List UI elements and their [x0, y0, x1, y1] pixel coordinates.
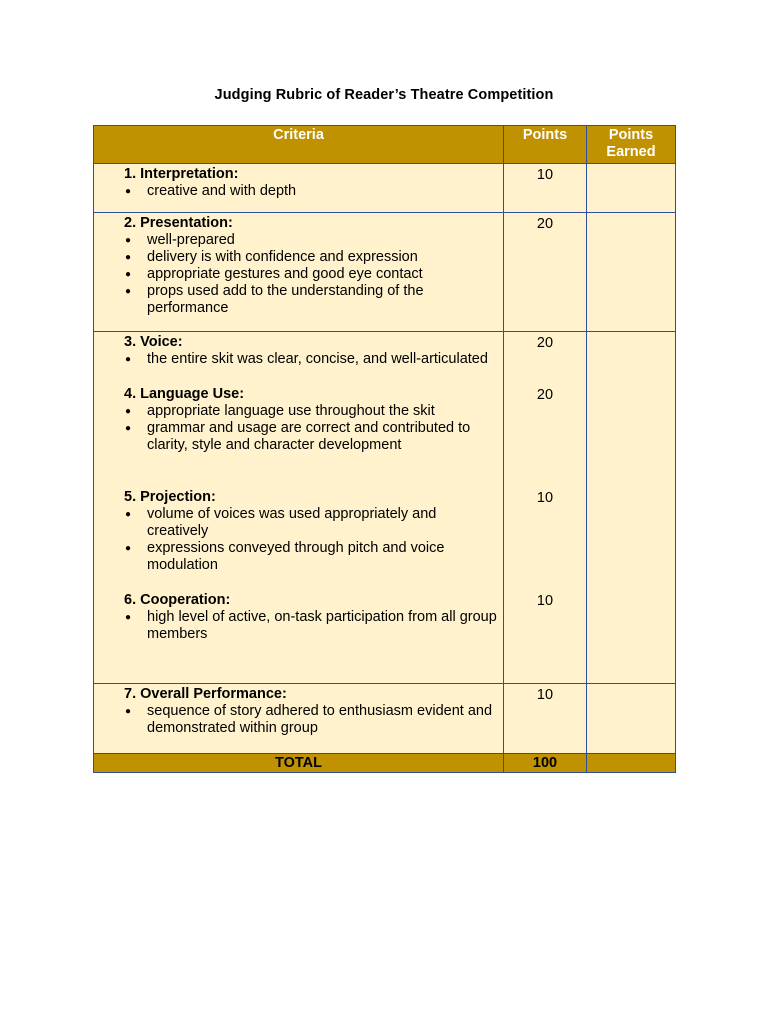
criteria-cell: [94, 213, 504, 332]
total-row: [94, 754, 676, 773]
bullet-icon: ●: [125, 706, 132, 717]
criteria-cell: [94, 164, 504, 213]
list-item: [124, 266, 497, 283]
criterion-group: [124, 215, 497, 317]
criteria-cell: [94, 684, 504, 754]
points-earned-cell: [587, 332, 676, 684]
bullet-text: volume of voices was used appropriately and creatively: [147, 506, 437, 539]
bullet-icon: ●: [125, 252, 132, 263]
criteria-cell: [94, 332, 504, 684]
criterion-bullets: [124, 506, 497, 574]
criterion-points: 20: [536, 215, 554, 232]
bullet-icon: ●: [125, 612, 132, 623]
table-row: [94, 684, 676, 754]
criterion-group: [124, 686, 497, 737]
bullet-text: appropriate language use throughout the skit: [147, 403, 435, 419]
rubric-table: [93, 125, 676, 773]
list-item: [124, 232, 497, 249]
rubric-body: [94, 164, 676, 754]
points-cell: [504, 164, 587, 213]
bullet-icon: ●: [125, 286, 132, 297]
bullet-text: the entire skit was clear, concise, and well-articulated: [147, 351, 488, 367]
criterion-bullets: [124, 403, 497, 454]
bullet-text: well-prepared: [147, 232, 235, 248]
header-points: Points: [504, 126, 587, 164]
bullet-icon: ●: [125, 235, 132, 246]
list-item: [124, 609, 497, 643]
list-item: [124, 183, 497, 200]
total-label: TOTAL: [94, 754, 504, 773]
criterion-title: 1. Interpretation:: [124, 166, 239, 182]
total-points: 100: [504, 754, 587, 773]
list-item: [124, 540, 497, 574]
bullet-icon: ●: [125, 186, 132, 197]
bullet-text: sequence of story adhered to enthusiasm evident and demonstrated within group: [147, 703, 493, 736]
criterion-points: 10: [536, 592, 554, 609]
criterion-group: [124, 166, 497, 200]
table-header-row: [94, 126, 676, 164]
criterion-points: 20: [536, 386, 554, 403]
bullet-icon: ●: [125, 509, 132, 520]
bullet-text: expressions conveyed through pitch and voice modulation: [147, 540, 445, 573]
bullet-text: grammar and usage are correct and contributed to clarity, style and character development: [147, 420, 471, 453]
list-item: [124, 420, 497, 454]
bullet-icon: ●: [125, 423, 132, 434]
table-row: [94, 332, 676, 684]
table-row: [94, 164, 676, 213]
criterion-points: 10: [536, 489, 554, 506]
criterion-points: 20: [536, 334, 554, 351]
points-cell: [504, 213, 587, 332]
list-item: [124, 506, 497, 540]
criterion-points: 10: [536, 166, 554, 183]
header-criteria: Criteria: [94, 126, 504, 164]
criterion-title: 4. Language Use:: [124, 386, 245, 402]
points-cell: [504, 684, 587, 754]
criterion-group: [124, 334, 497, 368]
criterion-group: [124, 592, 497, 643]
list-item: [124, 703, 497, 737]
bullet-text: delivery is with confidence and expression: [147, 249, 418, 265]
list-item: [124, 249, 497, 266]
points-earned-cell: [587, 213, 676, 332]
bullet-text: appropriate gestures and good eye contact: [147, 266, 423, 282]
list-item: [124, 283, 497, 317]
criterion-bullets: [124, 232, 497, 317]
bullet-icon: ●: [125, 269, 132, 280]
total-earned: [587, 754, 676, 773]
bullet-text: creative and with depth: [147, 183, 297, 199]
list-item: [124, 403, 497, 420]
bullet-icon: ●: [125, 354, 132, 365]
bullet-icon: ●: [125, 543, 132, 554]
criterion-title: 3. Voice:: [124, 334, 183, 350]
criterion-group: [124, 489, 497, 574]
table-row: [94, 213, 676, 332]
bullet-text: props used add to the understanding of the performance: [147, 283, 424, 316]
header-points-earned: Points Earned: [587, 126, 676, 164]
criterion-points: 10: [536, 686, 554, 703]
criterion-title: 6. Cooperation:: [124, 592, 231, 608]
criterion-bullets: [124, 183, 497, 200]
list-item: [124, 351, 497, 368]
criterion-title: 2. Presentation:: [124, 215, 233, 231]
criterion-group: [124, 386, 497, 454]
criterion-title: 5. Projection:: [124, 489, 216, 505]
criterion-bullets: [124, 609, 497, 643]
criterion-bullets: [124, 351, 497, 368]
criterion-bullets: [124, 703, 497, 737]
bullet-icon: ●: [125, 406, 132, 417]
points-earned-cell: [587, 684, 676, 754]
bullet-text: high level of active, on-task participation from all group members: [147, 609, 497, 642]
document-title: Judging Rubric of Reader’s Theatre Competition: [214, 87, 554, 103]
points-cell: [504, 332, 587, 684]
criterion-title: 7. Overall Performance:: [124, 686, 287, 702]
points-earned-cell: [587, 164, 676, 213]
